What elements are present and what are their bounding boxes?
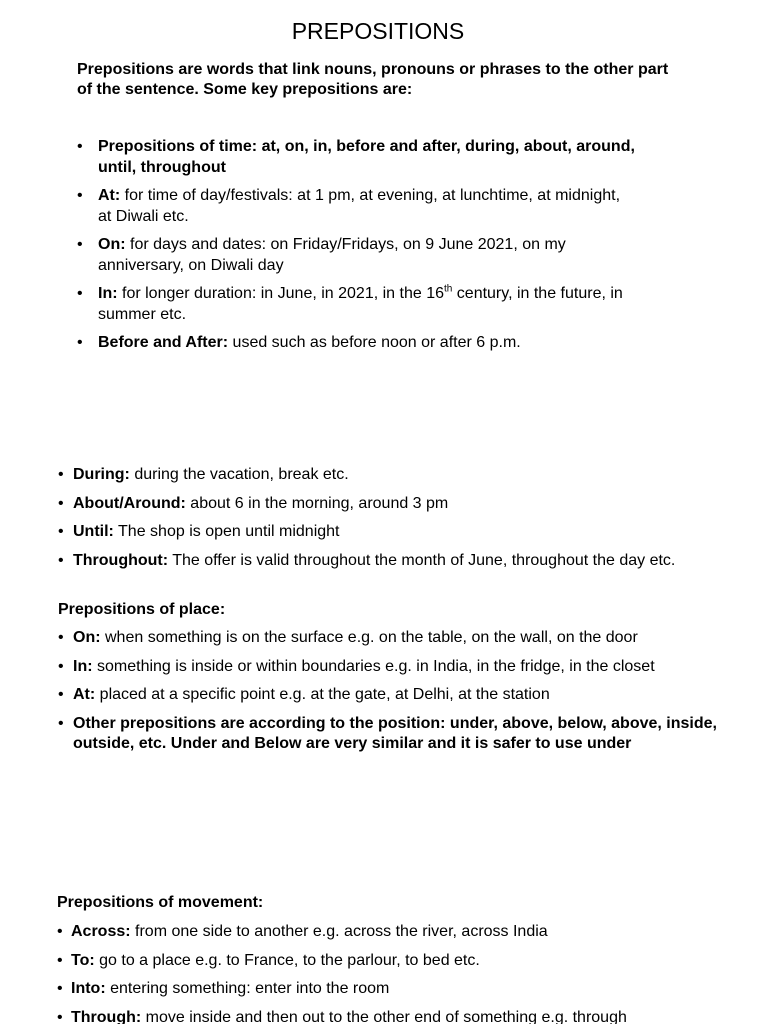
bullet-icon: • bbox=[57, 951, 63, 969]
item-text: used such as before noon or after 6 p.m. bbox=[228, 334, 521, 351]
item-label: In: bbox=[73, 657, 93, 675]
item-text: The offer is valid throughout the month of June, throughout the day etc. bbox=[168, 551, 676, 569]
list-item bbox=[58, 522, 718, 543]
item-label: Through: bbox=[71, 1008, 142, 1024]
bullet-icon: • bbox=[77, 285, 83, 302]
bullet-icon: • bbox=[58, 686, 64, 703]
bullet-icon: • bbox=[57, 980, 63, 997]
item-text: something is inside or within boundaries e.g. in India, in the fridge, in the closet bbox=[92, 657, 655, 675]
list-item bbox=[57, 951, 717, 972]
item-label: During: bbox=[73, 466, 130, 483]
list-item bbox=[77, 137, 637, 178]
page-title: PREPOSITIONS bbox=[291, 18, 465, 44]
bullet-icon: • bbox=[58, 494, 64, 512]
item-label: Other prepositions are according to the position: under, above, below, above, inside, outside, etc. Under and Below are very similar and it is safer to use under bbox=[73, 714, 717, 752]
list-item bbox=[77, 333, 637, 354]
bullet-icon: • bbox=[58, 523, 64, 540]
list-item bbox=[57, 922, 717, 943]
item-label: At: bbox=[98, 187, 121, 204]
place-heading: Prepositions of place: bbox=[58, 601, 226, 618]
movement-heading: Prepositions of movement: bbox=[57, 894, 264, 911]
time-prepositions-list bbox=[77, 137, 637, 362]
item-text: during the vacation, break etc. bbox=[129, 466, 349, 483]
list-item bbox=[77, 284, 637, 325]
bullet-icon: • bbox=[77, 334, 83, 351]
bullet-icon: • bbox=[77, 236, 83, 253]
intro-paragraph: Prepositions are words that link nouns, pronouns or phrases to the other part of the sentence. Some key prepositions are: bbox=[77, 61, 669, 98]
item-text: placed at a specific point e.g. at the gate, at Delhi, at the station bbox=[95, 686, 550, 703]
bullet-icon: • bbox=[58, 629, 64, 646]
item-label: Throughout: bbox=[73, 551, 169, 569]
list-item bbox=[58, 494, 718, 515]
item-label: Before and After: bbox=[98, 334, 229, 351]
item-label: Prepositions of time: at, on, in, before and after, during, about, around, until, throughout bbox=[98, 138, 635, 176]
item-label: Until: bbox=[73, 523, 114, 540]
item-text: century, in the future, in summer etc. bbox=[98, 285, 623, 323]
list-item bbox=[58, 465, 718, 486]
list-item bbox=[57, 1008, 717, 1024]
list-item bbox=[58, 628, 718, 649]
item-text: go to a place e.g. to France, to the parlour, to bed etc. bbox=[94, 951, 480, 969]
place-prepositions-list bbox=[58, 628, 718, 763]
item-text: for time of day/festivals: at 1 pm, at evening, at lunchtime, at midnight, at Diwali etc. bbox=[98, 187, 621, 225]
list-item bbox=[58, 714, 718, 755]
item-label: Across: bbox=[71, 923, 131, 940]
item-label: Into: bbox=[71, 980, 106, 997]
item-text: for days and dates: on Friday/Fridays, on 9 June 2021, on my anniversary, on Diwali day bbox=[98, 236, 566, 274]
superscript: th bbox=[444, 283, 453, 295]
list-item bbox=[77, 186, 637, 227]
bullet-icon: • bbox=[57, 1008, 63, 1024]
item-text: entering something: enter into the room bbox=[105, 980, 390, 997]
movement-prepositions-list bbox=[57, 922, 717, 1024]
list-item bbox=[58, 685, 718, 706]
item-text: about 6 in the morning, around 3 pm bbox=[185, 494, 449, 512]
bullet-icon: • bbox=[58, 657, 64, 675]
item-label: On: bbox=[73, 629, 101, 646]
bullet-icon: • bbox=[58, 714, 64, 732]
item-text: move inside and then out to the other end of something e.g. through bbox=[141, 1008, 627, 1024]
item-label: To: bbox=[71, 951, 95, 969]
item-label: On: bbox=[98, 236, 126, 253]
time-prepositions-list-continued bbox=[58, 465, 718, 579]
item-text: when something is on the surface e.g. on the table, on the wall, on the door bbox=[100, 629, 638, 646]
bullet-icon: • bbox=[58, 551, 64, 569]
item-label: About/Around: bbox=[73, 494, 186, 512]
item-label: At: bbox=[73, 686, 96, 703]
bullet-icon: • bbox=[77, 187, 83, 204]
bullet-icon: • bbox=[57, 923, 63, 940]
list-item bbox=[58, 657, 718, 678]
bullet-icon: • bbox=[77, 138, 83, 155]
list-item bbox=[58, 551, 718, 572]
item-label: In: bbox=[98, 285, 118, 302]
bullet-icon: • bbox=[58, 466, 64, 483]
list-item bbox=[77, 235, 637, 276]
item-text: The shop is open until midnight bbox=[113, 523, 340, 540]
item-text: from one side to another e.g. across the river, across India bbox=[130, 923, 548, 940]
list-item bbox=[57, 979, 717, 1000]
item-text: for longer duration: in June, in 2021, in the 16 bbox=[117, 285, 444, 302]
